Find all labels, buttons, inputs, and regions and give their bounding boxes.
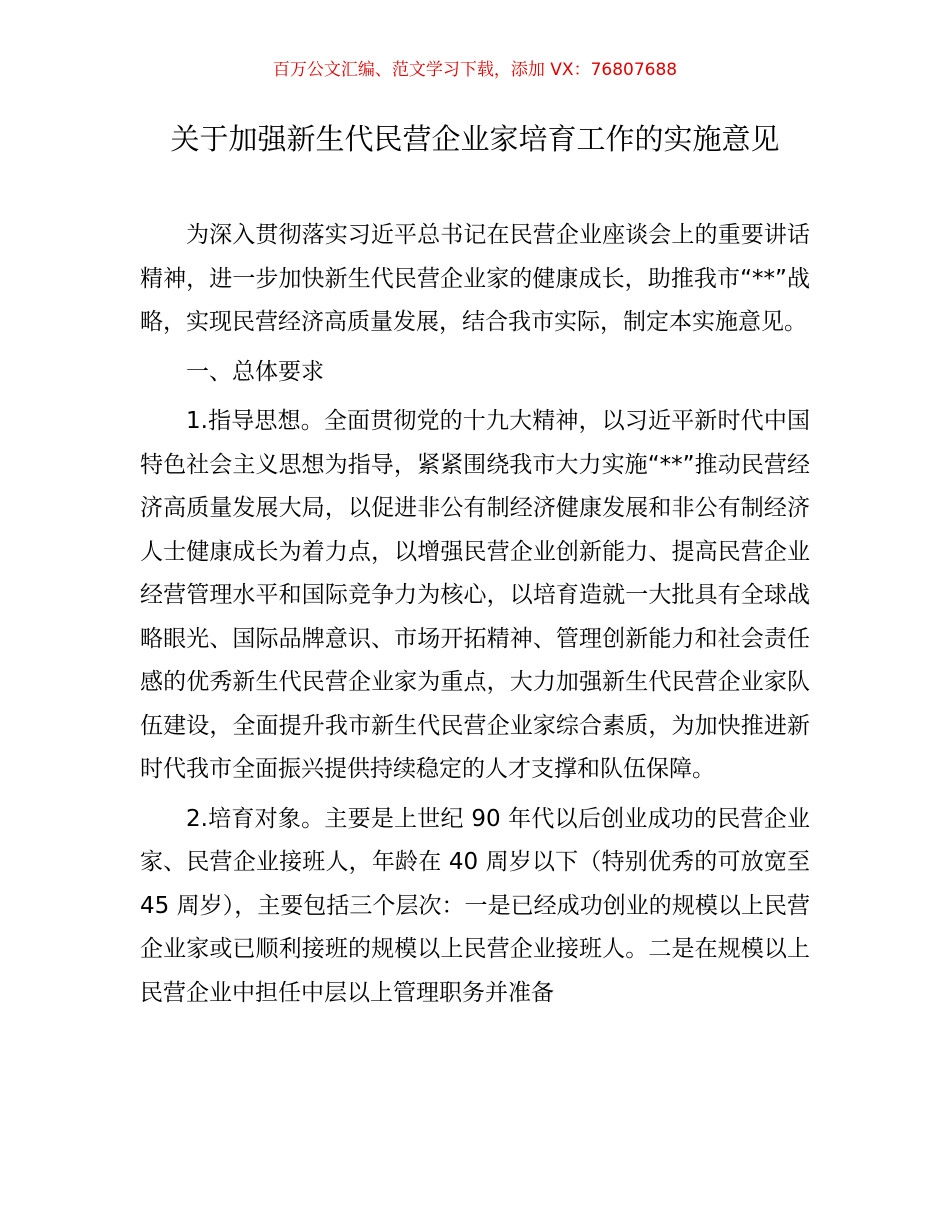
paragraph-intro: 为深入贯彻落实习近平总书记在民营企业座谈会上的重要讲话精神，进一步加快新生代民营企业家的健康成长，助推我市“**”战略，实现民营经济高质量发展，结合我市实际，制定本实施意见。 [140, 222, 810, 335]
header-note: 百万公文汇编、范文学习下载，添加 VX：76807688 [272, 60, 678, 80]
section-heading: 一、总体要求 [186, 358, 324, 385]
paragraph-training-targets: 2.培育对象。主要是上世纪 90 年代以后创业成功的民营企业家、民营企业接班人，年龄在 40 周岁以下（特别优秀的可放宽至 45 周岁），主要包括三个层次：一是已经成功创业的规模以上民营企业家或已顺利接班的规模以上民营企业接班人。二是在规模以上民营企业中担任中层以上管理职务并准备 [140, 805, 810, 1006]
document-title: 关于加强新生代民营企业家培育工作的实施意见 [170, 122, 780, 156]
document-body [140, 214, 810, 1015]
paragraph-guiding-ideology: 1.指导思想。全面贯彻党的十九大精神，以习近平新时代中国特色社会主义思想为指导，紧紧围绕我市大力实施“**”推动民营经济高质量发展大局，以促进非公有制经济健康发展和非公有制经济人士健康成长为着力点，以增强民营企业创新能力、提高民营企业经营管理水平和国际竞争力为核心，以培育造就一大批具有全球战略眼光、国际品牌意识、市场开拓精神、管理创新能力和社会责任感的优秀新生代民营企业家为重点，大力加强新生代民营企业家队伍建设，全面提升我市新生代民营企业家综合素质，为加快推进新时代我市全面振兴提供持续稳定的人才支撑和队伍保障。 [140, 408, 810, 782]
